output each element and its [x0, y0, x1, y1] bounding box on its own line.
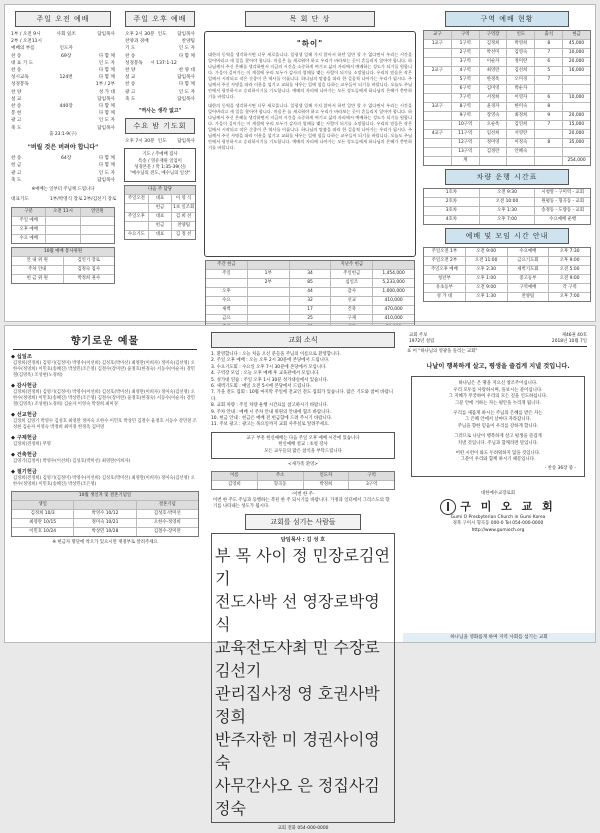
wednesday-prayer-title: 수요 밤 기도회 [125, 118, 195, 134]
offering-section-title: ◆ 건축헌금 [11, 452, 37, 458]
worship-order-item: 축 도 담임목사 [11, 177, 115, 183]
afternoon-order-item: 찬 양 찬 양 대 [125, 68, 195, 74]
offering-section-title: ◆ 구제헌금 [11, 435, 37, 441]
bus-row: 2호차 오전 10:00 원평동 - 형곡동 - 교회 [424, 198, 590, 207]
church-logo-icon [440, 499, 456, 515]
worship-order-item: 찬 송 64장 다 함 께 [11, 156, 115, 162]
afternoon-header-row: 오후 2시 30분 인도 담임목사 [125, 32, 195, 37]
highlight-box [211, 432, 395, 459]
offering-section-names: 김정희(전정희) 김영기(김정미) 박영수(이선희) 김성호(박미선) 최영란(이희자) 정미숙(김선영) 오한수(정영희) 이민호(송혜진) 박상민(조은영) 김철수(장미란) 윤정호(한경숙) 서동수(이순자) 강민철(김영옥) 조성현(노경희) 김순자 이영숙 박정희 최미경 [13, 390, 195, 407]
district-row: 계 254,000 [424, 157, 590, 165]
next-week-duty-grid [124, 185, 196, 240]
news-item: 9. 주차 안내 : 예배 시 주차 안내 위원의 안내에 협조 바랍니다. [211, 409, 331, 415]
afternoon-order-item: 설 교 담임목사 [125, 75, 195, 81]
morning-worship-column [7, 11, 119, 315]
bus-schedule-grid [423, 188, 591, 225]
worship-order-item: 설 교 담임목사 [11, 96, 115, 102]
news-item: 10. 헌금 안내 : 헌금은 예배 전 헌금함에 드려 주시기 바랍니다. [211, 416, 333, 422]
front-cover-column [403, 332, 593, 636]
duty-row: 헌금 1보 일조회 [125, 204, 195, 213]
worship-order-item: 광 고 인 도 자 [11, 170, 115, 176]
verse-reference: 출 23:1-9(구) [49, 131, 77, 137]
offering-row: 수요 32 선교 410,000 [206, 297, 414, 306]
order-of-worship-list [7, 45, 119, 131]
district-row: 2교구 4구역 최영란 김선희 5 16,000 [424, 67, 590, 76]
poem-line: 하나님은 온 땅을 지으신 창조주이십니다. [458, 381, 538, 387]
staff-row: 부 목 사이 정 민장로김연기 [215, 546, 390, 589]
worship-order-item: 예배의 부름 인도자 [11, 46, 73, 52]
worship-order-item: 찬 송 440장 다 함 께 [11, 104, 115, 110]
staff-title: 교회를 섬기는 사람들 [245, 514, 361, 530]
poem-line: 우리를 새롭게 하시는 주님의 은혜를 받은 자는 [453, 411, 543, 417]
worship-order-item: 축 도 담임목사 [11, 125, 115, 131]
poem-line: 그 지혜가 무궁하여 우리의 모든 길을 인도하십니다. [448, 394, 548, 400]
service-volunteer-title: 10월 예배 봉사위원 [12, 248, 114, 257]
highlight-line: 모든 교우들의 많은 참석을 부탁드립니다 [264, 448, 342, 454]
newcomer-row: 김영희 형곡동 박정희 3구역 [212, 481, 394, 489]
district-row: 2구역 박선미 김영숙 7 10,000 [424, 49, 590, 58]
next-week-duty-title: 다음 주 담당 [125, 186, 195, 194]
offering-row: 새벽 17 건축 470,000 [206, 306, 414, 315]
district-row: 12구역 정미영 이정숙 8 35,000 [424, 139, 590, 148]
service-volunteer-grid [11, 247, 115, 284]
district-row: 6구역 김미영 박순자 [424, 85, 590, 94]
column-body: 대한의 동역을 생각하시면 너무 새로웁니다. 일평생 일해 가지 않아서 하던 일만 할 수 없다면서 우리는 시간을 잊어버리고 새 일을 찾아야 합니다. 마음은 늘 새로워야 하고 우리가 바라보는 곳이 흔들리지 않아야 합니다. 하나님께서 주신 은혜를 생각하면서 지금의 시간을 소중하게 여기고 삶의 자리에서 예배하는 성도가 되기를 원합니다. 가을이 깊어가는 이 계절에 우리 모두가 감사의 열매를 맺는 사람이 되기를 소망합니다. 우리의 믿음은 작은 일에서 시작되고 작은 순종이 큰 역사를 이룹니다. 하나님의 말씀을 따라 한 걸음씩 나아가는 우리가 됩시다. 주님께서 주신 사명을 따라 이웃을 섬기고 교회를 세우는 일에 힘을 다하는 교우들이 되기를 바랍니다. 오늘도 주님 안에서 평안하시고 승리하시기를 기도합니다. 예배의 자리에 나아가는 모든 성도들에게 하나님의 은혜가 충만하기를 바랍니다. [208, 52, 412, 99]
district-worship-grid: 교구 구역 구역장 인도 출석 헌금 1교구 1구역 김정희 박영희 8 45,000 2구역 박선미 김영숙 7 10,000 3구역 이순자 정미란 6 20,000 2교구 4구역 최영란 김선희 5 16,000 5구역 한정옥 오미경 7 6구역 김미영 박순자 7구역 서정희 이영자 6 10,000 3교구 8구역 윤경자 한미숙 8 9구역 장영숙 최정희 9 20,000 10구역 오순옥 김연희 7 15,000 4교구 11구역 임선희 서영란 20,000 12구역 정미영 이정숙 8 35,000 13구역 김정란 안혜숙 계 254,000 [423, 30, 591, 166]
highlight-line: 교구 부흥 헌신예배는 다음 주일 오후 예배 시간에 있습니다 [246, 435, 360, 441]
church-phone: 교회 전화 054-000-0000 [277, 826, 329, 832]
news-item: 1. 환영합니다 : 오늘 처음 오신 분들을 주님의 이름으로 환영합니다. [211, 352, 341, 357]
attendance-row: 주일 예배 [12, 217, 114, 226]
offering-section-title: ◆ 감사헌금 [11, 383, 37, 389]
wednesday-header-row: 오후 7시 30분 인도 담임목사 [125, 139, 195, 145]
afternoon-order-item: 찬양과 경배 찬양팀 [125, 39, 195, 45]
church-news-title: 교회 소식 [211, 332, 395, 348]
meeting-times-title: 예배 및 모임 시간 안내 [445, 228, 569, 244]
offering-section-names: 김정희 김영기 박영수 김성호 최영란 정미숙 오한수 이민호 박상민 김철수 윤정호 서동수 강민철 조성현 김순자 이영숙 박정희 최미경 한정옥 김미영 [13, 419, 197, 430]
offering-section-title: ◆ 십일조 [11, 354, 32, 360]
offering-names-title: 향기로운 예물 [70, 336, 140, 347]
sermon-title: "버릴 것은 버려야 합니다" [27, 144, 99, 152]
bulletin-inner-page [4, 4, 596, 322]
bulletin-label: 교회 주보 [409, 333, 428, 338]
church-name-row [403, 498, 593, 515]
staff-row: 반주자한 미 경권사이영숙 [215, 730, 380, 773]
meeting-row: 청년부 오후 1:00 중고등부 오전 9:00 [424, 275, 590, 284]
offering-sections [7, 353, 203, 488]
worship-order-item: 찬 송 69장 다 함 께 [11, 53, 115, 59]
offering-section-names: 김정희(전정희) 김영기(김정미) 박영수(이선희) 김성호(박미선) 최영란(이희자) 정미숙(김선영) 오한수(정영희) 이민호(송혜진) 박상민(조은영) [13, 476, 195, 487]
order-of-worship-tail [7, 155, 119, 184]
district-row: 7구역 서정희 이영자 6 10,000 [424, 94, 590, 103]
meeting-row: 성 가 대 오후 1:30 찬양팀 오후 7:00 [424, 293, 590, 301]
poem-title: 나날이 행복하게 살고, 평생을 즐겁게 지낼 것입니다. [426, 363, 570, 371]
district-row: 3구역 이순자 정미란 6 20,000 [424, 58, 590, 67]
birthday-row: 이민호 10/24 박상민 10/28 김철수·장미란 [12, 528, 198, 536]
denomination: 대한예수교장로회 [481, 491, 515, 497]
offering-row: 주일 1부 34 주일헌금 1,454,000 [206, 270, 414, 279]
church-name: 구 미 오 교 회 [460, 499, 556, 513]
bulletin-outer-page [4, 325, 596, 832]
news-item: 4. 구역장 모임 : 오늘 오후 예배 후 교육관에서 모입니다. [211, 371, 320, 377]
offering-summary-grid: 주간 헌금 지난주 헌금 주일 1부 34 주일헌금 1,454,000 2부 85 십일조 5,233,000 오후 44 감사 1,000,000 수요 32 선교 410,000 새벽 17 건축 470,000 금요 25 구제 410,000 [205, 260, 415, 342]
birthday-grid: 10월 생일자 및 결혼기념일 생일 결혼기념 김정희 10/3 박영수 10/12 김성호·박미선 최영란 10/15 정미숙 10/21 오한수·정영희 이민호 10/24 박상민 10/28 김철수·장미란 [11, 491, 199, 537]
prayer-detail-line: "예수님의 전도, 예수님의 일상" [129, 171, 191, 177]
news-item: 5. 성가대 연습 : 주일 오후 1시 30분 성가대실에서 있습니다. [211, 377, 329, 383]
bus-schedule-title: 차량 운행 시간표 [445, 169, 569, 185]
offering-row: 2부 85 십일조 5,233,000 [206, 279, 414, 288]
motto-text: "하나님의 영광을 돌리는 교회" [418, 349, 478, 354]
afternoon-sermon-title: "역사는 생각 없고" [138, 108, 182, 115]
staff-row: 교육전도사최 민 수장로김선기 [215, 638, 380, 681]
senior-pastor: 담임목사 : 김 성 호 [280, 536, 326, 543]
meeting-row: 주일오전 2부 오전 11:00 금요기도회 오후 9:00 [424, 257, 590, 266]
meeting-row: 주일오전 1부 오전 9:00 수요예배 오후 7:30 [424, 248, 590, 257]
afternoon-worship-column [121, 11, 199, 315]
morning-worship-title: 주일 오전 예배 [15, 11, 111, 27]
motto-row [403, 349, 593, 355]
worship-order-item: 봉 헌 다 함 께 [11, 111, 115, 117]
district-row: 5구역 한정옥 오미경 7 [424, 76, 590, 85]
district-row: 4교구 11구역 임선희 서영란 20,000 [424, 130, 590, 139]
staff-row: 관리집사정 영 호권사박정희 [215, 684, 380, 727]
poem-line: 주님을 향한 믿음이 우리를 강하게 합니다. [457, 423, 539, 429]
volunteer-row: 안 내 위 원 김연기 장로 [12, 257, 114, 266]
afternoon-order-list [121, 38, 199, 103]
duty-row: 주일오전 대표 이 영 식 [125, 195, 195, 204]
poem-line: 우리 모두를 사랑하시며, 돌보시는 분이십니다. [453, 387, 543, 393]
pastor-column [201, 11, 419, 321]
news-item: 8. 교회 차량 : 주일 차량 운행 시간표를 참고하시기 바랍니다. [211, 403, 329, 409]
district-row: 9구역 장영숙 최정희 9 20,000 [424, 112, 590, 121]
offering-section-names: 김정희(전정희) 김영기(김정미) 박영수(이선희) 김성호(박미선) 최영란(이희자) 정미숙(김선영) 오한수(정영희) 이민호(송혜진) 박상민(조은영) 김철수(장미란) 윤정호(한경숙) 서동수(이순자) 강민철(김영옥) 조성현(노경희) [13, 361, 195, 378]
poem-box [411, 376, 585, 477]
prayer-detail-line: 성경본문 / 막 1:35-39(신) [134, 165, 186, 171]
church-english-name: Gumi O Presbyterian Church in Gumi Korea [450, 514, 546, 520]
staff-row: 사무간사오 은 정집사김정숙 [215, 776, 380, 819]
birthday-row: 최영란 10/15 정미숙 10/21 오한수·정영희 [12, 519, 198, 528]
meeting-row: 유초등부 오전 9:00 구역예배 각 구역 [424, 284, 590, 293]
afternoon-order-item: 성경봉독 시 137:1-12 [125, 60, 177, 66]
district-row: 10구역 오순옥 김연희 7 15,000 [424, 121, 590, 130]
worship-header-row: 1부 / 오전 9시 사회 일조 담임목사 [11, 32, 115, 37]
highlight-line: 헌신예배 설교 : 초청 강사 [278, 442, 328, 448]
worship-order-item: 헌 금 다 함 께 [11, 163, 115, 169]
afternoon-order-item: 기 도 인 도 자 [125, 46, 195, 52]
news-item: 2. 주일 오후 예배 : 오늘 오후 2시 30분에 본당에서 드립니다. [211, 358, 330, 364]
prayer-detail-line: 특송 / 영유재위 일임이 [138, 158, 182, 164]
offering-section-title: ◆ 선교헌금 [11, 412, 37, 418]
motto-label: 표 어 [407, 349, 417, 354]
offering-section-names: 김영기(김정미) 박영수(이선희) 김성호(박미선) 최영란(이희자) [13, 459, 131, 464]
worship-note: ※예배는 일부터 주님께 드립니다 [31, 187, 95, 193]
news-item: 3. 수요기도회 : 수요일 오후 7시 30분에 본당에서 모입니다. [211, 364, 327, 370]
poem-line: 그분 안에 거하는 자는 평안을 누리게 됩니다. [454, 400, 542, 406]
volunteer-row: 헌 금 위 원 박정희 권사 [12, 275, 114, 283]
poem-line: 지낼 것입니다. 주님과 함께라면 말입니다. [457, 440, 539, 446]
worship-header-row-2: 2부 / 오전11시 [11, 39, 42, 45]
volunteer-row: 주차 안내 김정숙 집사 [12, 266, 114, 275]
district-row: 13구역 김정란 안혜숙 [424, 148, 590, 157]
poem-line: 그러므로 나날이 행복하게 살고 평생을 즐겁게 [454, 434, 542, 440]
cover-footer: 하나님을 영화롭게 하며 지역 사회를 섬기는 교회 [403, 633, 595, 642]
offering-row: 금요 25 구제 410,000 [206, 315, 414, 324]
column-heading: "하이" [296, 39, 324, 48]
afternoon-order-item: 찬 송 다 함 께 [125, 53, 195, 59]
offering-footnote: ※ 헌금자 명단에 착오가 있으시면 재정부로 알려주세요 [52, 540, 158, 545]
issue-date: 2018년 10월 7일 [551, 339, 587, 344]
news-item: 6. 새벽기도회 : 매일 오전 5시에 본당에서 드립니다. [211, 384, 312, 390]
attendance-row: 수요 예배 [12, 235, 114, 243]
church-address: 경북 구미시 형곡동 000-0 Tel 054-000-0000 [452, 521, 544, 527]
district-worship-title: 구역 예배 현황 [445, 11, 569, 27]
bus-row: 1호차 오전 9:30 시청앞 - 구미역 - 교회 [424, 189, 590, 198]
duty-row: 수요기도 대표 김 정 선 [125, 231, 195, 239]
pastor-column-title: 목 회 단 상 [245, 11, 375, 27]
district-row: 1교구 1구역 김정희 박영희 8 45,000 [424, 40, 590, 49]
church-identity [403, 491, 593, 534]
afternoon-order-item: 축 도 담임목사 [125, 96, 195, 102]
representative-prayer-row: 대표기도 1부/박영식 장로 2부/김선기 장로 [11, 197, 117, 203]
attendance-grid [11, 207, 115, 244]
worship-order-item: 찬 송 다 함 께 [11, 68, 115, 74]
offering-section-title: ◆ 절기헌금 [11, 469, 37, 475]
this-week-title: -이번 한 주- [291, 491, 315, 497]
birthday-grid-title: 10월 생일자 및 결혼기념일 [12, 492, 198, 500]
afternoon-order-item: 찬 송 다 함 께 [125, 82, 195, 88]
bus-row: 4호차 오후 7:00 수요예배 운행 [424, 216, 590, 224]
attendance-grid-head: 구분 오전 11시 연인원 [12, 208, 114, 217]
poem-line: 어떤 시련이 와도 두려워하지 않을 것입니다. [455, 451, 541, 457]
newcomer-title: <새가족 환영> [288, 462, 318, 468]
founded-year: 1972년 설립 [409, 339, 435, 344]
worship-order-item: 찬 양 성 가 대 [11, 89, 115, 95]
afternoon-order-item: 광 고 인 도 자 [125, 89, 195, 95]
meeting-times-grid [423, 247, 591, 302]
worship-order-item: 대 표 기 도 인 도 자 [11, 60, 115, 66]
birthday-row: 김정희 10/3 박영수 10/12 김성호·박미선 [12, 510, 198, 519]
worship-order-item: 성시교독 124번 다 함 께 [11, 75, 115, 81]
news-item: 7. 가을 전도 집회 : 10월 마지막 주일에 전교인 전도 집회가 있습니다. 많은 기도와 참여 바랍니다. [211, 390, 394, 402]
wednesday-prayer-box [124, 148, 196, 182]
poem-reference: - 찬송 36장 중 - [544, 465, 576, 471]
church-news-column [205, 332, 401, 832]
news-list [205, 352, 401, 429]
offering-names-column [7, 332, 203, 636]
worship-order-item: 광 고 인 도 자 [11, 118, 115, 124]
meeting-row: 주일오후 예배 오후 2:30 새벽기도회 오전 5:00 [424, 266, 590, 275]
issue-number: 제46권 40호 [561, 333, 587, 338]
district-row: 3교구 8구역 윤경자 한미숙 8 [424, 103, 590, 112]
pastor-column-frame [204, 31, 416, 257]
poem-line: 그 은혜 안에서 날마다 자라갑니다. [464, 417, 532, 423]
prayer-detail-line: 기도 / 주예배 집사 [142, 152, 178, 158]
poem-line: 그분이 우리와 함께 하시기 때문입니다. [460, 457, 536, 463]
column-body-continued: 대한의 동역을 생각하시면 너무 새로웁니다. 일평생 일해 가지 않아서 하던 일만 할 수 없다면서 우리는 시간을 잊어버리고 새 일을 찾아야 합니다. 마음은 늘 새로워야 하고 우리가 바라보는 곳이 흔들리지 않아야 합니다. 하나님께서 주신 은혜를 생각하면서 지금의 시간을 소중하게 여기고 삶의 자리에서 예배하는 성도가 되기를 원합니다. 가을이 깊어가는 이 계절에 우리 모두가 감사의 열매를 맺는 사람이 되기를 소망합니다. 우리의 믿음은 작은 일에서 시작되고 작은 순종이 큰 역사를 이룹니다. 하나님의 말씀을 따라 한 걸음씩 나아가는 우리가 됩시다. 주님께서 주신 사명을 따라 이웃을 섬기고 교회를 세우는 일에 힘을 다하는 교우들이 되기를 바랍니다. 오늘도 주님 안에서 평안하시고 승리하시기를 기도합니다. 예배의 자리에 나아가는 모든 성도들에게 하나님의 은혜가 충만하기를 바랍니다. [208, 103, 412, 150]
bus-row: 3호차 오후 1:30 송정동 - 도량동 - 교회 [424, 207, 590, 216]
district-column [421, 11, 593, 315]
duty-row: 헌금 찬양팀 [125, 222, 195, 231]
offering-row: 오후 44 감사 1,000,000 [206, 288, 414, 297]
worship-order-item: 성경봉독 1부 / 2부 [11, 82, 115, 88]
newcomer-grid: 이름 주소 인도자 구역 김영희 형곡동 박정희 3구역 [211, 471, 395, 490]
duty-row: 주일오후 대표 김 희 선 [125, 213, 195, 222]
staff-row: 전도사박 선 영장로박영식 [215, 592, 380, 635]
offering-section-names: 김정희(전정희) 무명 [13, 442, 51, 447]
afternoon-worship-title: 주일 오후 예배 [125, 11, 195, 27]
church-website-link[interactable]: http://www.gumioch.org [471, 527, 525, 533]
this-week-text: 이번 한 주도 주님과 동행하는 복된 한 주 되시기를 바랍니다. 가정과 일터에서 그리스도의 향기를 나타내는 성도가 됩시다. [213, 497, 390, 510]
news-item: 11. 주보 광고 : 광고는 목요일까지 교회 사무실로 알려주세요. [211, 422, 330, 428]
attendance-row: 오후 예배 [12, 226, 114, 235]
staff-box [211, 533, 395, 823]
